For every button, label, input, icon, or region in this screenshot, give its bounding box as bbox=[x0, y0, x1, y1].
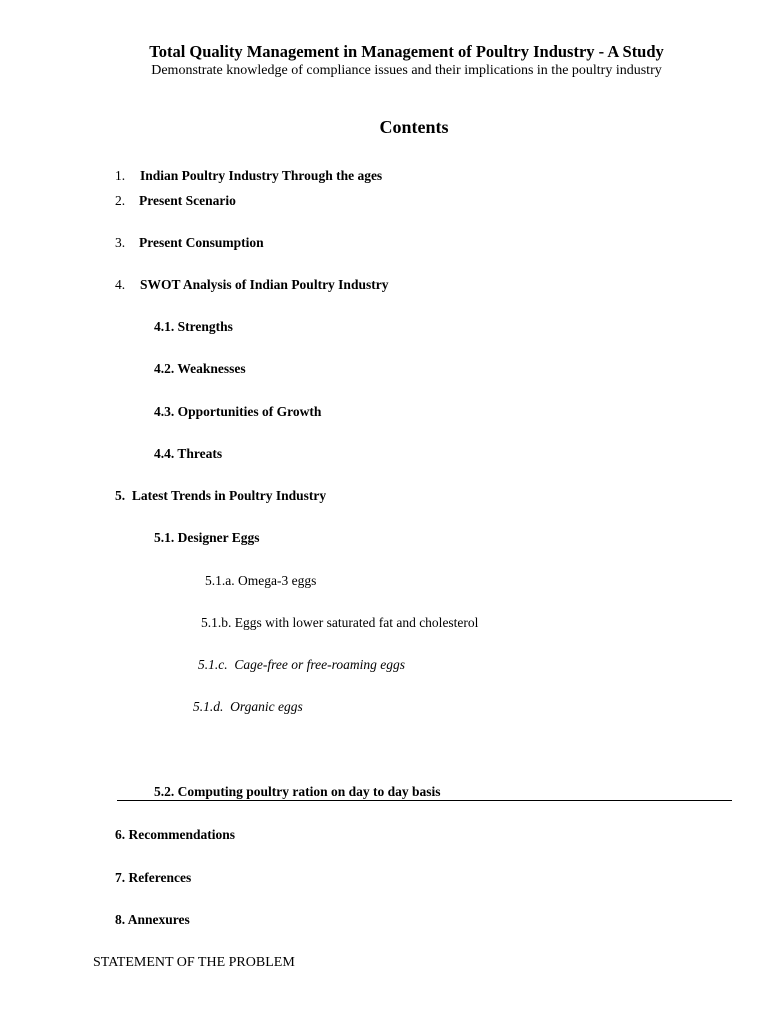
toc-item-6: 6. Recommendations bbox=[115, 827, 235, 842]
toc-item-5-1-a: 5.1.a. Omega-3 eggs bbox=[205, 573, 317, 588]
toc-item-2 bbox=[115, 193, 236, 209]
toc-item-4-4: 4.4. Threats bbox=[154, 446, 223, 461]
toc-item-number: 3. bbox=[115, 235, 126, 250]
toc-item-label: Present Scenario bbox=[139, 193, 236, 208]
toc-item-8: 8. Annexures bbox=[115, 912, 190, 927]
toc-item-5-1-b: 5.1.b. Eggs with lower saturated fat and cholesterol bbox=[201, 615, 479, 630]
toc-item-number: 4. bbox=[115, 277, 126, 292]
toc-item-5-1-d: 5.1.d. Organic eggs bbox=[193, 699, 303, 714]
horizontal-rule bbox=[117, 800, 732, 801]
toc-item-4 bbox=[115, 277, 388, 293]
toc-item-number: 1. bbox=[115, 168, 126, 183]
toc-item-label: SWOT Analysis of Indian Poultry Industry bbox=[140, 277, 389, 292]
toc-item-number: 2. bbox=[115, 193, 126, 208]
toc-item-label: Indian Poultry Industry Through the ages bbox=[140, 168, 383, 183]
toc-item-1 bbox=[115, 168, 382, 184]
contents-heading: Contents bbox=[379, 117, 449, 137]
toc-item-3 bbox=[115, 235, 264, 251]
toc-item-4-1: 4.1. Strengths bbox=[154, 319, 233, 334]
document-title: Total Quality Management in Management of Poultry Industry - A Study bbox=[149, 42, 664, 61]
toc-item-5: 5. Latest Trends in Poultry Industry bbox=[115, 488, 327, 503]
toc-item-5-1: 5.1. Designer Eggs bbox=[154, 530, 260, 545]
toc-item-7: 7. References bbox=[115, 870, 192, 885]
document-subtitle: Demonstrate knowledge of compliance issues and their implications in the poultry industry bbox=[151, 63, 662, 78]
toc-item-5-1-c: 5.1.c. Cage-free or free-roaming eggs bbox=[198, 657, 405, 672]
toc-item-5-2: 5.2. Computing poultry ration on day to day basis bbox=[154, 784, 441, 799]
toc-item-4-3: 4.3. Opportunities of Growth bbox=[154, 404, 322, 419]
toc-item-label: Present Consumption bbox=[139, 235, 264, 250]
statement-heading: STATEMENT OF THE PROBLEM bbox=[93, 955, 295, 970]
toc-item-4-2: 4.2. Weaknesses bbox=[154, 361, 246, 376]
